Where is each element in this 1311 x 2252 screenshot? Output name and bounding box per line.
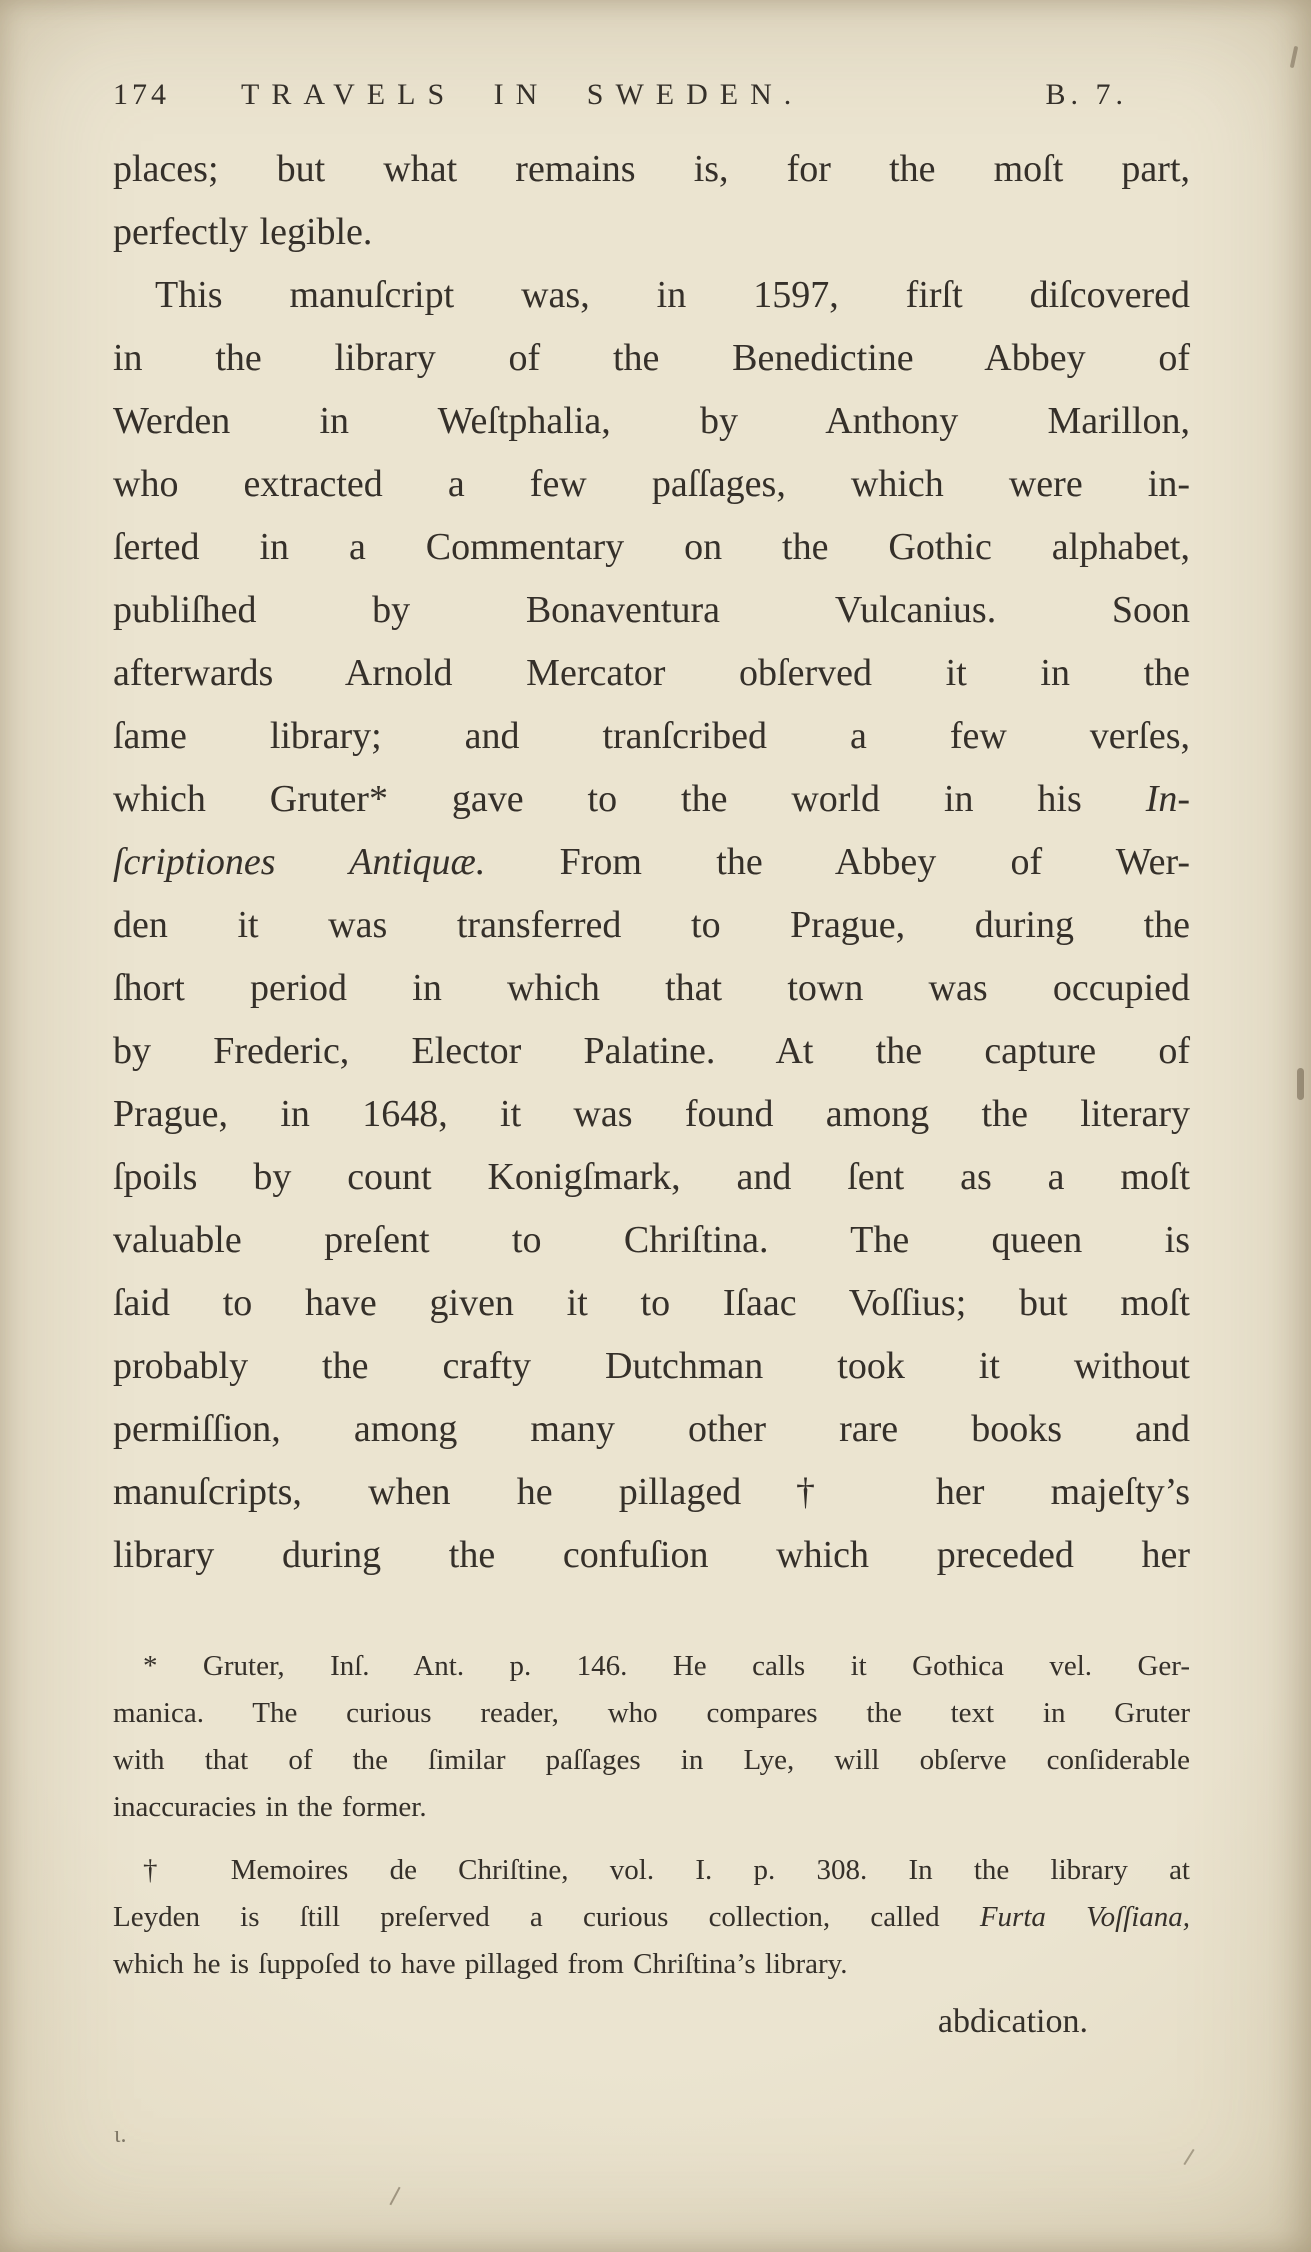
- text-segment: Prague, in 1648, it was found among the literary: [113, 1093, 1190, 1135]
- text-line: [113, 264, 1190, 327]
- text-line: [113, 1941, 1190, 1988]
- text-line: [113, 1784, 1190, 1831]
- text-line: [113, 705, 1190, 768]
- text-segment: publiſhed by Bonaventura Vulcanius. Soon: [113, 589, 1190, 631]
- text-segment: valuable preſent to Chriſtina. The queen is: [113, 1219, 1190, 1261]
- text-line: [113, 768, 1190, 831]
- text-segment: ſpoils by count Konigſmark, and ſent as a moſt: [113, 1156, 1190, 1198]
- text-segment: places; but what remains is, for the moſt part,: [113, 148, 1190, 190]
- page-number: 174: [113, 78, 170, 111]
- text-line: [113, 1209, 1190, 1272]
- italic-text: Furta Voſſiana,: [979, 1901, 1190, 1933]
- text-segment: den it was transferred to Prague, during the: [113, 904, 1190, 946]
- text-line: [113, 1847, 1190, 1894]
- italic-text: In-: [1145, 778, 1190, 820]
- text-line: [113, 1398, 1190, 1461]
- text-segment: who extracted a few paſſages, which were in-: [113, 463, 1190, 505]
- scan-artifact: [1290, 46, 1298, 68]
- page-header: [113, 78, 1190, 112]
- text-line: [113, 1461, 1190, 1524]
- italic-text: ſcriptiones Antiquæ.: [113, 841, 486, 883]
- text-line: [113, 1690, 1190, 1737]
- text-line: [113, 1146, 1190, 1209]
- text-segment: This manuſcript was, in 1597, firſt diſcovered: [155, 274, 1190, 316]
- text-line: [113, 453, 1190, 516]
- text-line: [113, 1020, 1190, 1083]
- text-line: [113, 1737, 1190, 1784]
- text-segment: ſerted in a Commentary on the Gothic alphabet,: [113, 526, 1190, 568]
- text-segment: Leyden is ſtill preſerved a curious collection, called: [113, 1901, 980, 1933]
- text-segment: with that of the ſimilar paſſages in Lye, will obſerve conſiderable: [113, 1744, 1190, 1776]
- text-line: [113, 1524, 1190, 1587]
- text-line: [113, 1083, 1190, 1146]
- footnote-section: [113, 1643, 1190, 1988]
- text-segment: * Gruter, Inſ. Ant. p. 146. He calls it Gothica vel. Ger-: [143, 1650, 1190, 1682]
- text-line: [113, 957, 1190, 1020]
- text-segment: probably the crafty Dutchman took it without: [113, 1345, 1190, 1387]
- catchword: abdication.: [937, 2003, 1088, 2040]
- footnote-memoires: [113, 1847, 1190, 1988]
- text-line: [113, 1335, 1190, 1398]
- scan-artifact: [389, 2187, 400, 2206]
- text-segment: inaccuracies in the former.: [113, 1791, 427, 1823]
- text-line: [113, 642, 1190, 705]
- text-segment: perfectly legible.: [113, 211, 373, 253]
- text-line: [113, 1894, 1190, 1941]
- text-line: [113, 138, 1190, 201]
- text-segment: Werden in Weſtphalia, by Anthony Marillon,: [113, 400, 1190, 442]
- text-line: [113, 894, 1190, 957]
- text-segment: afterwards Arnold Mercator obſerved it in the: [113, 652, 1190, 694]
- text-line: [113, 1272, 1190, 1335]
- text-segment: in the library of the Benedictine Abbey of: [113, 337, 1190, 379]
- text-segment: library during the confuſion which preceded her: [113, 1534, 1190, 1576]
- text-segment: ſhort period in which that town was occupied: [113, 967, 1190, 1009]
- text-segment: which Gruter* gave to the world in his: [113, 778, 1146, 820]
- footnote-gruter: [113, 1643, 1190, 1831]
- text-segment: ſaid to have given it to Iſaac Voſſius; but moſt: [113, 1282, 1190, 1324]
- text-segment: manica. The curious reader, who compares the text in Gruter: [113, 1697, 1190, 1729]
- text-block: [113, 78, 1190, 2046]
- text-segment: by Frederic, Elector Palatine. At the capture of: [113, 1030, 1190, 1072]
- text-segment: permiſſion, among many other rare books and: [113, 1408, 1190, 1450]
- text-segment: manuſcripts, when he pillaged† her majeſty’s: [113, 1471, 1190, 1513]
- text-segment: From the Abbey of Wer-: [485, 841, 1190, 883]
- scan-artifact: ι.: [114, 2122, 127, 2148]
- text-line: [113, 579, 1190, 642]
- book-reference: B. 7.: [1045, 78, 1128, 111]
- text-line: [113, 1643, 1190, 1690]
- text-segment: which he is ſuppoſed to have pillaged from Chriſtina’s library.: [113, 1948, 848, 1980]
- text-line: [113, 390, 1190, 453]
- running-title: TRAVELS IN SWEDEN.: [241, 78, 804, 111]
- scan-artifact: [1183, 2149, 1194, 2165]
- body-text: [113, 138, 1190, 1587]
- text-segment: † Memoires de Chriſtine, vol. I. p. 308. In the library at: [143, 1854, 1190, 1886]
- text-line: [113, 831, 1190, 894]
- text-line: [113, 516, 1190, 579]
- text-segment: ſame library; and tranſcribed a few verſes,: [113, 715, 1190, 757]
- scan-artifact: [1297, 1068, 1304, 1100]
- text-line: [113, 327, 1190, 390]
- text-line: [113, 201, 1190, 264]
